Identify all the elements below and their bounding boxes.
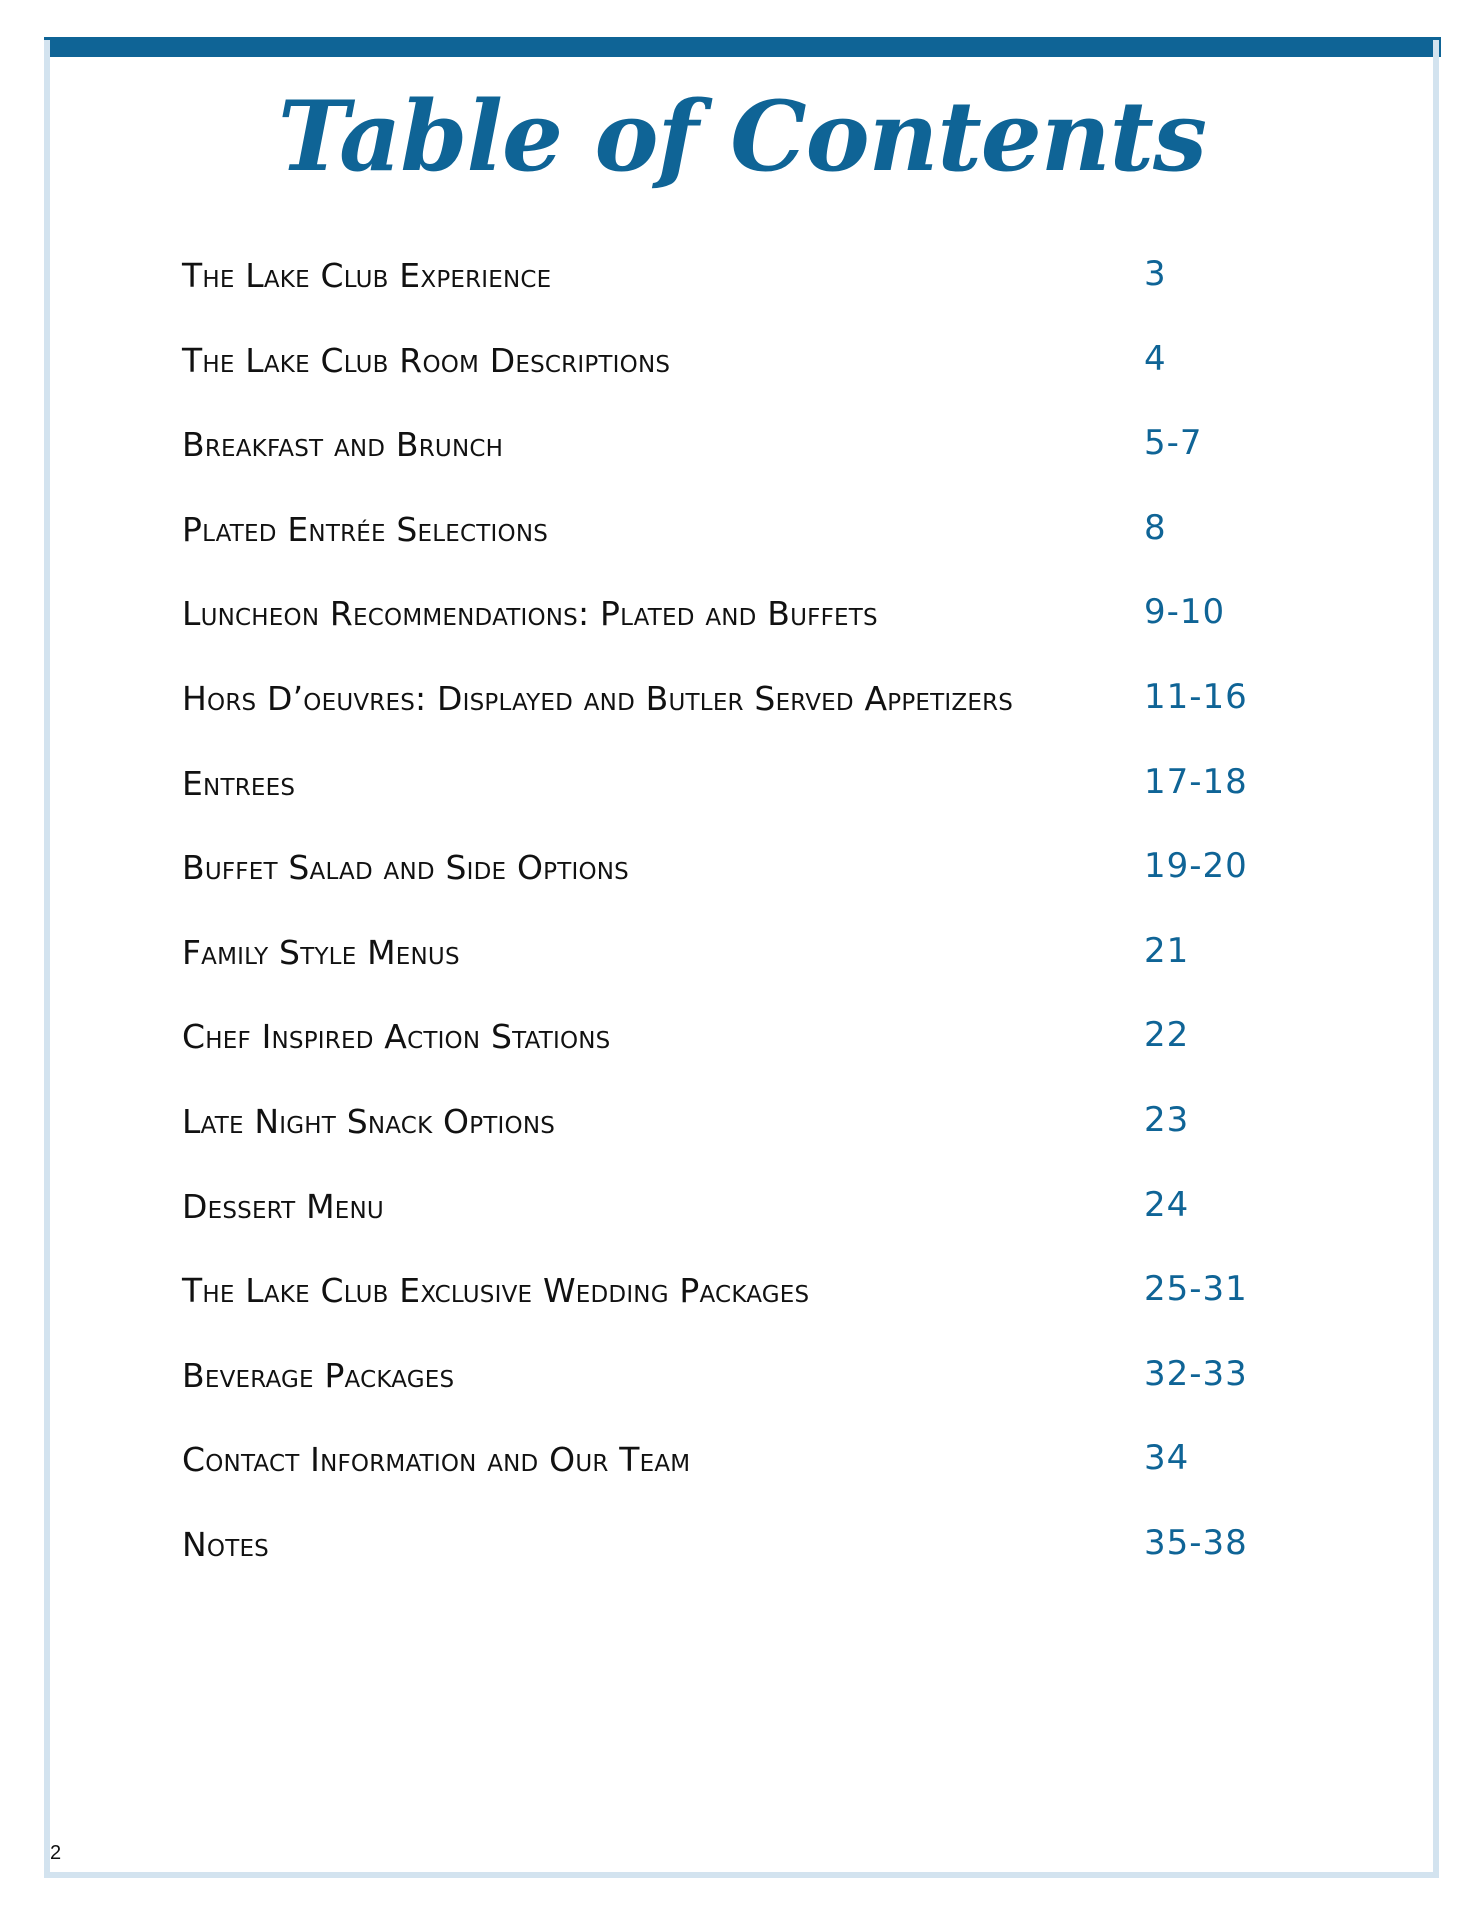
toc-entry-page: 19-20 (1144, 846, 1248, 887)
toc-entry-label: Chef Inspired Action Stations (182, 1017, 611, 1057)
toc-entry-page: 8 (1144, 507, 1167, 548)
toc-entry-page: 4 (1144, 338, 1167, 379)
toc-entry-family-style[interactable] (182, 923, 1282, 1008)
toc-entry-entrees[interactable] (182, 754, 1282, 839)
toc-entry-beverage[interactable] (182, 1346, 1282, 1431)
toc-entry-page: 35-38 (1144, 1522, 1248, 1563)
toc-entry-page: 9-10 (1144, 592, 1226, 633)
toc-entry-wedding-packages[interactable] (182, 1261, 1282, 1346)
toc-entry-label: Entrees (182, 763, 296, 803)
toc-entry-page: 32-33 (1144, 1353, 1248, 1394)
toc-entry-label: Breakfast and Brunch (182, 425, 504, 465)
toc-entry-label: Family Style Menus (182, 932, 460, 972)
toc-entry-contact[interactable] (182, 1430, 1282, 1515)
toc-entry-dessert[interactable] (182, 1177, 1282, 1262)
toc-entry-label: The Lake Club Exclusive Wedding Packages (182, 1271, 810, 1311)
toc-entry-page: 22 (1144, 1015, 1190, 1056)
toc-entry-label: Notes (182, 1524, 269, 1564)
toc-entry-page: 34 (1144, 1438, 1190, 1479)
toc-entry-label: Plated Entrée Selections (182, 509, 549, 549)
toc-entry-label: Dessert Menu (182, 1186, 384, 1226)
table-of-contents (182, 246, 1282, 1600)
toc-entry-label: Contact Information and Our Team (182, 1440, 691, 1480)
toc-entry-label: Hors D’oeuvres: Displayed and Butler Served Appetizers (182, 678, 1014, 718)
toc-entry-late-night[interactable] (182, 1092, 1282, 1177)
toc-entry-label: Luncheon Recommendations: Plated and Buffets (182, 594, 878, 634)
toc-entry-page: 25-31 (1144, 1269, 1248, 1310)
toc-entry-page: 11-16 (1144, 676, 1248, 717)
toc-entry-label: Buffet Salad and Side Options (182, 848, 629, 888)
page-number: 2 (50, 1842, 62, 1864)
page-title: Table of Contents (277, 80, 1207, 193)
toc-entry-label: Late Night Snack Options (182, 1101, 556, 1141)
toc-entry-page: 24 (1144, 1184, 1190, 1225)
toc-entry-breakfast[interactable] (182, 415, 1282, 500)
toc-entry-buffet-salad[interactable] (182, 838, 1282, 923)
toc-entry-page: 3 (1144, 254, 1167, 294)
toc-entry-label: Beverage Packages (182, 1355, 455, 1395)
toc-entry-luncheon[interactable] (182, 584, 1282, 669)
toc-entry-label: The Lake Club Experience (182, 256, 552, 295)
toc-entry-action-stations[interactable] (182, 1007, 1282, 1092)
toc-entry-page: 17-18 (1144, 761, 1248, 802)
toc-entry-experience[interactable] (182, 246, 1282, 331)
toc-entry-page: 21 (1144, 930, 1190, 971)
toc-entry-plated-entree[interactable] (182, 500, 1282, 585)
toc-entry-hors-doeuvres[interactable] (182, 669, 1282, 754)
toc-entry-label: The Lake Club Room Descriptions (182, 340, 671, 380)
toc-entry-page: 23 (1144, 1099, 1190, 1140)
toc-entry-room-descriptions[interactable] (182, 331, 1282, 416)
toc-entry-page: 5-7 (1144, 423, 1203, 464)
toc-entry-notes[interactable] (182, 1515, 1282, 1600)
